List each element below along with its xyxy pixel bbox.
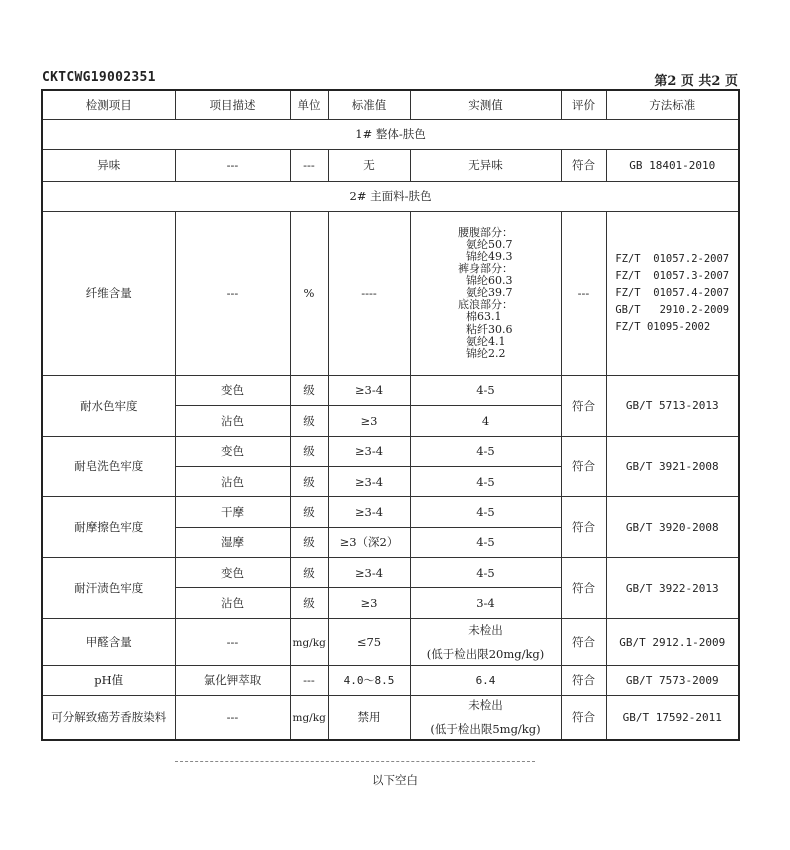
item-cell: 耐皂洗色牢度 bbox=[42, 436, 175, 497]
measured-cell: 3-4 bbox=[410, 588, 561, 618]
standard-cell: 无 bbox=[328, 150, 410, 181]
table-row bbox=[42, 150, 739, 181]
eval-cell: 符合 bbox=[561, 618, 606, 666]
table-row bbox=[42, 618, 739, 666]
table-row bbox=[42, 436, 739, 466]
unit-cell: mg/kg bbox=[290, 695, 328, 740]
unit-cell: 级 bbox=[290, 375, 328, 405]
unit-cell: mg/kg bbox=[290, 618, 328, 666]
col-header: 项目描述 bbox=[175, 90, 290, 119]
table-row bbox=[42, 558, 739, 588]
col-header: 方法标准 bbox=[606, 90, 739, 119]
report-number: CKTCWG19002351 bbox=[42, 70, 156, 85]
method-cell: GB/T 3921-2008 bbox=[606, 436, 739, 497]
eval-cell: 符合 bbox=[561, 558, 606, 619]
item-cell: 可分解致癌芳香胺染料 bbox=[42, 695, 175, 740]
unit-cell: 级 bbox=[290, 527, 328, 557]
desc-cell: --- bbox=[175, 150, 290, 181]
item-cell: 耐摩擦色牢度 bbox=[42, 497, 175, 558]
method-cell: GB 18401-2010 bbox=[606, 150, 739, 181]
standard-cell: ≥3-4 bbox=[328, 375, 410, 405]
section-row bbox=[42, 181, 739, 211]
eval-cell: 符合 bbox=[561, 695, 606, 740]
desc-cell: 氯化钾萃取 bbox=[175, 666, 290, 695]
standard-cell: ≥3-4 bbox=[328, 558, 410, 588]
method-cell: GB/T 5713-2013 bbox=[606, 375, 739, 436]
standard-cell: ≥3（深2） bbox=[328, 527, 410, 557]
col-header: 评价 bbox=[561, 90, 606, 119]
measured-cell: 4-5 bbox=[410, 527, 561, 557]
standard-cell: ≥3-4 bbox=[328, 467, 410, 497]
method-cell: GB/T 3920-2008 bbox=[606, 497, 739, 558]
method-cell: GB/T 2912.1-2009 bbox=[606, 618, 739, 666]
method-standard-list: FZ/T 01057.2-2007 FZ/T 01057.3-2007 FZ/T 01057.4-2007 GB/T 2910.2-2009 FZ/T 01095-2002 bbox=[615, 253, 730, 333]
measured-cell: 4 bbox=[410, 406, 561, 436]
item-cell: 耐汗渍色牢度 bbox=[42, 558, 175, 619]
fiber-composition-list: 腰腹部分： 氨纶50.7 锦纶49.3 裤身部分： 锦纶60.3 氨纶39.7 底浪部分： 棉63.1 粘纤30.6 氨纶4.1 锦纶2.2 bbox=[458, 225, 513, 360]
standard-cell: ---- bbox=[328, 211, 410, 375]
unit-cell: 级 bbox=[290, 497, 328, 527]
desc-cell: 变色 bbox=[175, 436, 290, 466]
eval-cell: --- bbox=[561, 211, 606, 375]
desc-cell: 变色 bbox=[175, 375, 290, 405]
col-header: 实测值 bbox=[410, 90, 561, 119]
col-header: 检测项目 bbox=[42, 90, 175, 119]
unit-cell: 级 bbox=[290, 436, 328, 466]
method-cell bbox=[606, 211, 739, 375]
section-row bbox=[42, 119, 739, 149]
desc-cell: --- bbox=[175, 618, 290, 666]
measured-cell: 4-5 bbox=[410, 375, 561, 405]
standard-cell: ≥3 bbox=[328, 406, 410, 436]
desc-cell: 沾色 bbox=[175, 467, 290, 497]
method-cell: GB/T 17592-2011 bbox=[606, 695, 739, 740]
method-cell: GB/T 3922-2013 bbox=[606, 558, 739, 619]
unit-cell: 级 bbox=[290, 588, 328, 618]
table-row bbox=[42, 666, 739, 695]
table-row bbox=[42, 695, 739, 740]
col-header: 单位 bbox=[290, 90, 328, 119]
item-cell: pH值 bbox=[42, 666, 175, 695]
eval-cell: 符合 bbox=[561, 666, 606, 695]
table-row bbox=[42, 211, 739, 375]
desc-cell: 干摩 bbox=[175, 497, 290, 527]
test-results-table bbox=[41, 89, 740, 741]
unit-cell: 级 bbox=[290, 558, 328, 588]
unit-cell: 级 bbox=[290, 406, 328, 436]
unit-cell: --- bbox=[290, 150, 328, 181]
measured-cell: 4-5 bbox=[410, 436, 561, 466]
page-info: 第2 页 共2 页 bbox=[654, 74, 738, 89]
eval-cell: 符合 bbox=[561, 497, 606, 558]
section-title: 2# 主面料-肤色 bbox=[42, 181, 739, 211]
standard-cell: 禁用 bbox=[328, 695, 410, 740]
standard-cell: ≥3 bbox=[328, 588, 410, 618]
eval-cell: 符合 bbox=[561, 436, 606, 497]
standard-cell: 4.0～8.5 bbox=[328, 666, 410, 695]
measured-cell: 4-5 bbox=[410, 558, 561, 588]
measured-cell: 无异味 bbox=[410, 150, 561, 181]
measured-cell: 未检出 (低于检出限20mg/kg) bbox=[410, 618, 561, 666]
dashed-divider bbox=[175, 761, 535, 762]
standard-cell: ≥3-4 bbox=[328, 497, 410, 527]
measured-cell: 未检出 (低于检出限5mg/kg) bbox=[410, 695, 561, 740]
desc-cell: --- bbox=[175, 211, 290, 375]
desc-cell: 变色 bbox=[175, 558, 290, 588]
table-row bbox=[42, 497, 739, 527]
desc-cell: --- bbox=[175, 695, 290, 740]
measured-cell: 6.4 bbox=[410, 666, 561, 695]
method-cell: GB/T 7573-2009 bbox=[606, 666, 739, 695]
measured-cell bbox=[410, 211, 561, 375]
unit-cell: % bbox=[290, 211, 328, 375]
unit-cell: 级 bbox=[290, 467, 328, 497]
item-cell: 耐水色牢度 bbox=[42, 375, 175, 436]
item-cell: 异味 bbox=[42, 150, 175, 181]
desc-cell: 沾色 bbox=[175, 588, 290, 618]
table-row bbox=[42, 375, 739, 405]
desc-cell: 沾色 bbox=[175, 406, 290, 436]
table-header-row bbox=[42, 90, 739, 119]
section-title: 1# 整体-肤色 bbox=[42, 119, 739, 149]
desc-cell: 湿摩 bbox=[175, 527, 290, 557]
standard-cell: ≥3-4 bbox=[328, 436, 410, 466]
measured-cell: 4-5 bbox=[410, 497, 561, 527]
unit-cell: --- bbox=[290, 666, 328, 695]
blank-below-note: 以下空白 bbox=[372, 773, 418, 787]
col-header: 标准值 bbox=[328, 90, 410, 119]
item-cell: 纤维含量 bbox=[42, 211, 175, 375]
standard-cell: ≤75 bbox=[328, 618, 410, 666]
item-cell: 甲醛含量 bbox=[42, 618, 175, 666]
eval-cell: 符合 bbox=[561, 375, 606, 436]
eval-cell: 符合 bbox=[561, 150, 606, 181]
measured-cell: 4-5 bbox=[410, 467, 561, 497]
